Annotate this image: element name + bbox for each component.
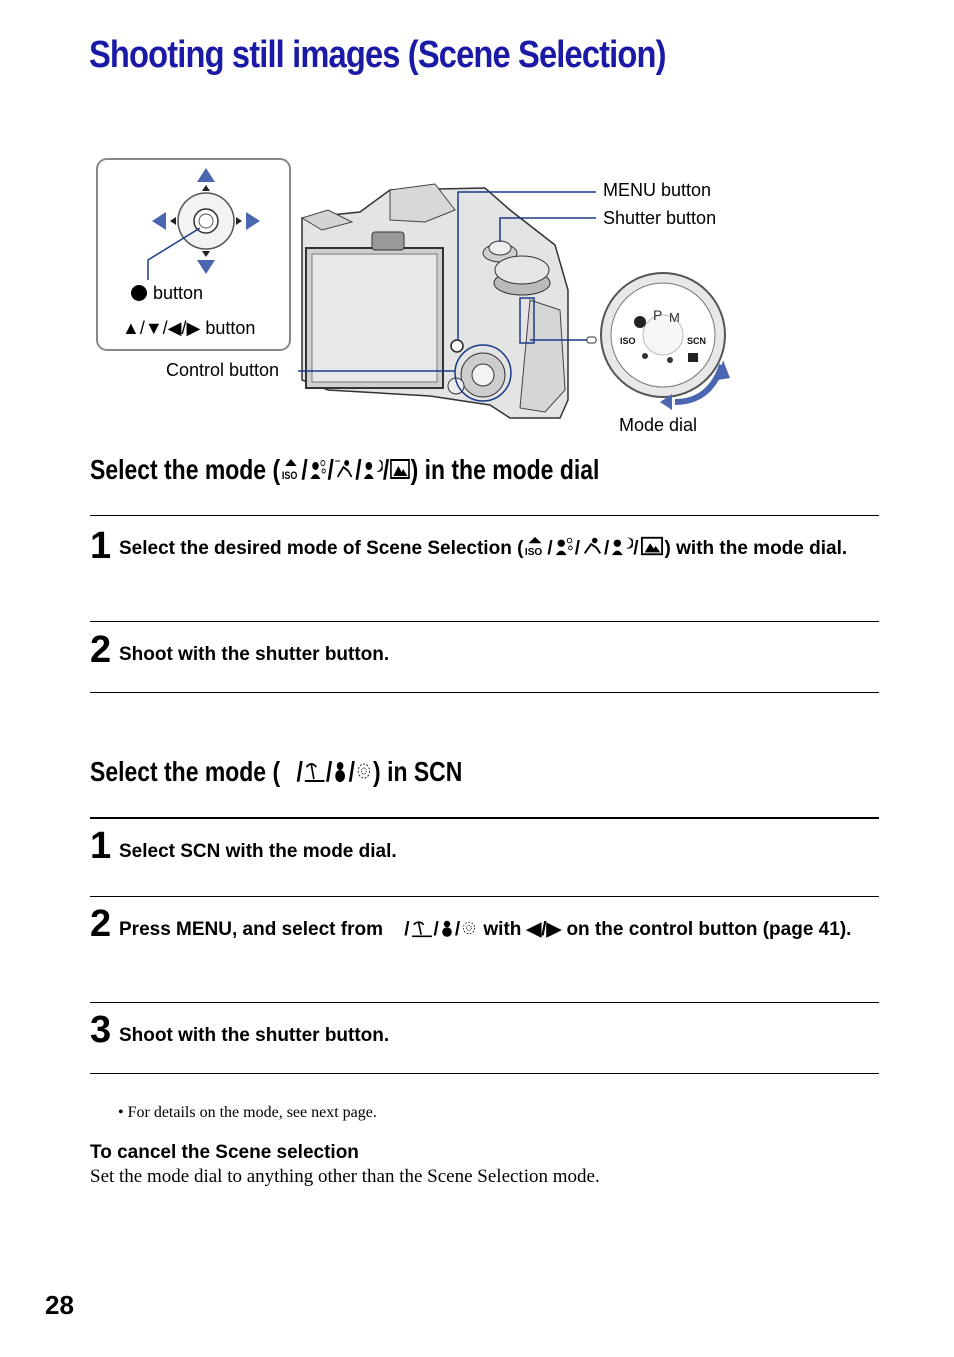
control-button-label: Control button: [166, 360, 280, 380]
beach-icon: [410, 918, 434, 947]
step-number: 2: [90, 903, 112, 945]
landscape-icon: [639, 535, 665, 566]
section2-heading: Select the mode ( / / / ) in SCN: [90, 756, 462, 790]
menu-button-label: MENU button: [603, 180, 712, 200]
step-text: Press MENU, and select from / / / with ◀/▶ on the control button (page 41).: [119, 916, 864, 947]
snow-icon: [439, 918, 455, 947]
step-text: Select SCN with the mode dial.: [119, 841, 397, 862]
svg-text:ISO: ISO: [281, 469, 298, 481]
high-sensitivity-icon: [523, 535, 547, 566]
step-number: 3: [90, 1009, 112, 1051]
high-sensitivity-icon: [280, 456, 301, 488]
divider: [90, 817, 879, 819]
camera-body: [302, 184, 568, 418]
svg-text:M: M: [669, 310, 680, 325]
fireworks-icon: [460, 918, 478, 947]
svg-text:P: P: [653, 307, 663, 323]
fireworks-icon: [355, 758, 373, 790]
cancel-heading: To cancel the Scene selection: [90, 1142, 359, 1163]
mode-dial-label: Mode dial: [619, 415, 698, 435]
page-number: 28: [45, 1290, 74, 1320]
svg-text:ISO: ISO: [620, 336, 636, 346]
beach-icon: [303, 758, 326, 790]
shutter-button-label: Shutter button: [603, 208, 717, 228]
divider: [90, 1002, 879, 1003]
snow-icon: [332, 758, 348, 790]
step-number: 1: [90, 825, 112, 867]
cancel-body: Set the mode dial to anything other than the Scene Selection mode.: [90, 1166, 600, 1187]
twilight-portrait-icon: [362, 456, 383, 488]
arrow-buttons-label: ▲/▼/◀/▶ button: [122, 318, 256, 338]
divider: [90, 896, 879, 897]
step-text: Shoot with the shutter button.: [119, 1025, 390, 1046]
center-button-label: button: [153, 283, 204, 303]
step-number: 2: [90, 629, 112, 671]
step-text: Shoot with the shutter button.: [119, 644, 390, 665]
svg-text:ISO: ISO: [525, 547, 543, 557]
advanced-sports-icon: [334, 456, 355, 488]
twilight-icon: [388, 918, 404, 947]
page-title: Shooting still images (Scene Selection): [89, 34, 666, 76]
mode-dial-detail: [587, 273, 730, 410]
landscape-icon: [389, 456, 410, 488]
divider: [90, 692, 879, 693]
svg-text:SCN: SCN: [687, 336, 707, 346]
advanced-sports-icon: [580, 535, 604, 566]
soft-snap-icon: [553, 535, 575, 566]
step-text: Select the desired mode of Scene Selection ( ISO / / / / ) with the mode dial.: [119, 535, 859, 566]
divider: [90, 515, 879, 516]
center-button-icon: [131, 285, 147, 301]
section1-heading: Select the mode ( ISO / / / / ) in the mode dial: [90, 454, 599, 488]
divider: [90, 621, 879, 622]
twilight-icon: [280, 758, 296, 790]
soft-snap-icon: [308, 456, 328, 488]
note: • For details on the mode, see next page.: [118, 1104, 377, 1121]
twilight-portrait-icon: [609, 535, 633, 566]
step-number: 1: [90, 525, 112, 567]
divider: [90, 1073, 879, 1074]
